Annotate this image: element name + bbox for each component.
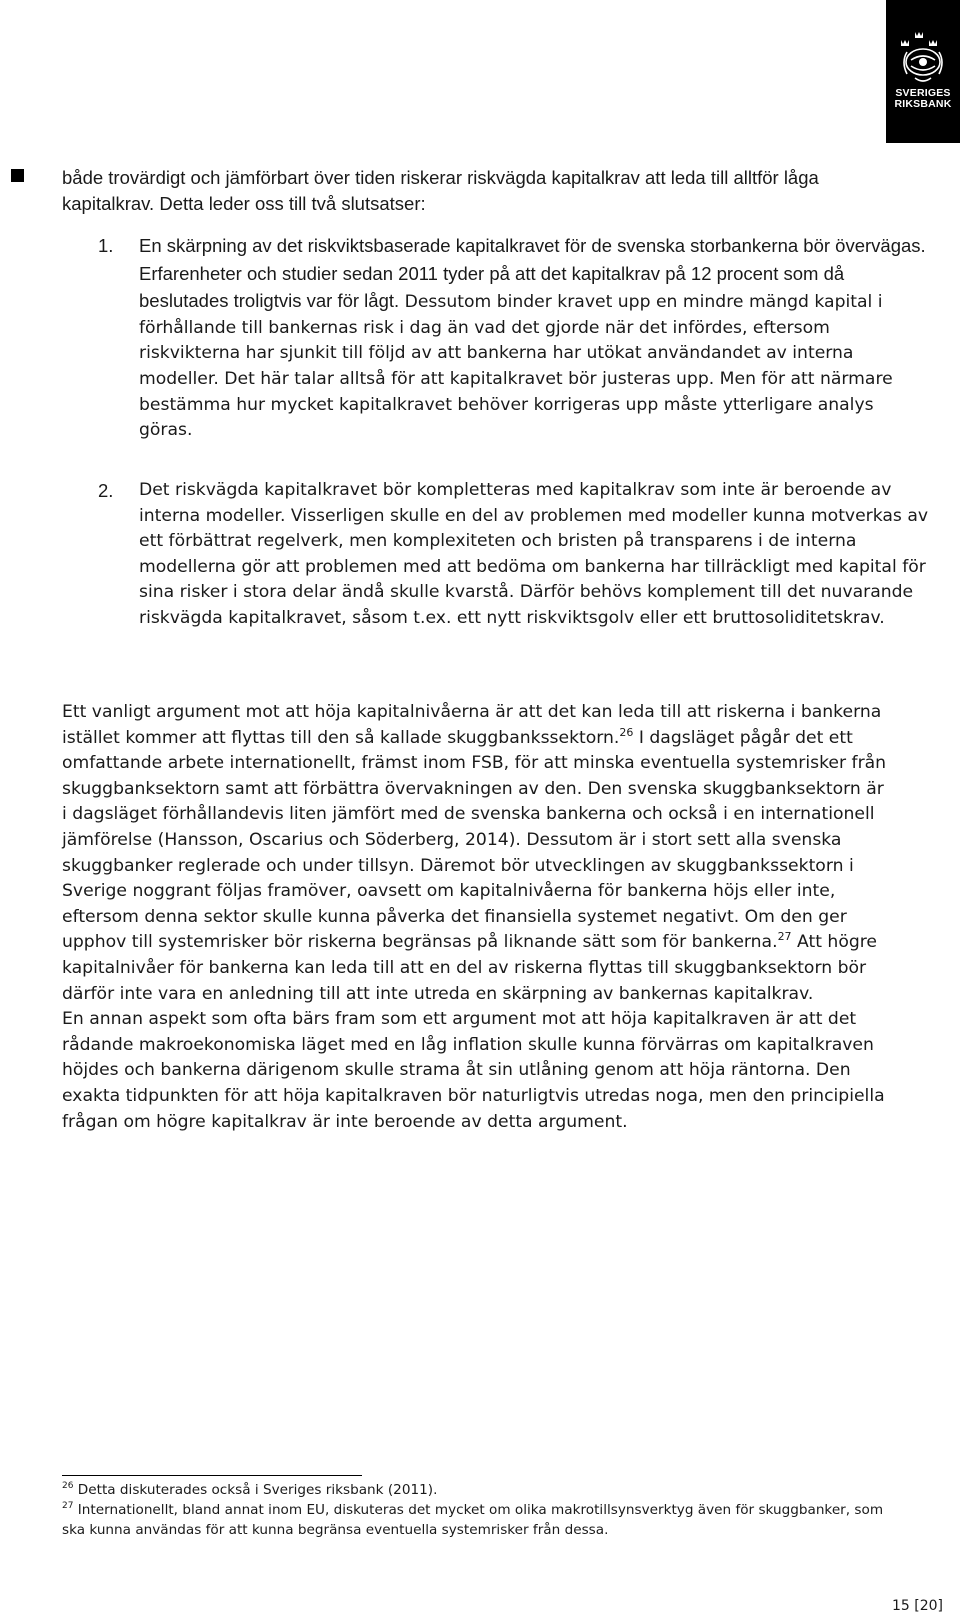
list-text-lead: En skärpning av det riskviktsbaserade kapitalkravet för de svenska storbankerna bör övervägas. Erfarenheter och studier sedan 2011 tyder på att det kapitalkrav på 12 procent som då beslutades troligtvis var för lågt. — [139, 235, 926, 312]
logo-text-line2: RIKSBANK — [894, 98, 952, 110]
section-marker — [11, 169, 24, 182]
footnote-divider — [62, 1475, 362, 1476]
footnote-ref[interactable]: 27 — [777, 930, 792, 944]
intro-paragraph: både trovärdigt och jämförbart över tiden riskerar riskvägda kapitalkrav att leda till alltför låga kapitalkrav. Detta leder oss till två slutsatser: — [62, 167, 819, 214]
paragraph-text: Att högre kapitalnivåer för bankerna kan leda till att en del av riskerna flyttas till skuggbanksektorn bör därför inte vara en anledning till att inte utreda en skärpning av bankernas kapitalkrav. — [62, 932, 878, 1004]
list-text-rest: Dessutom binder kravet upp en mindre mängd kapital i förhållande till bankernas risk i dag än vad det gjorde när det infördes, eftersom riskvikterna har sjunkit till följd av att bankerna har utökat användandet av interna modeller. Det här talar alltså för att kapitalkravet bör justeras upp. Men för att närmare bestämma hur mycket kapitalkravet behöver korrigeras upp måste ytterligare analys göras. — [139, 292, 893, 441]
footnotes — [62, 1480, 892, 1540]
crown-emblem-icon — [897, 30, 949, 88]
list-text: Det riskvägda kapitalkravet bör kompletteras med kapitalkrav som inte är beroende av interna modeller. Visserligen skulle en del av problemen med modeller kunna motverkas av ett förbättrat regelverk, men komplexiteten och bristen på transparens i de interna modellerna gör att problemen med att bedöma om bankerna har tillräckligt med kapital för sina risker i stora delar ändå skulle kvarstå. Därför behövs komplement till det nuvarande riskvägda kapitalkravet, såsom t.ex. ett nytt riskviktsgolv eller ett bruttosoliditetskrav. — [139, 480, 929, 628]
footnote-text: Detta diskuterades också i Sveriges riksbank (2011). — [77, 1482, 438, 1498]
footnote — [62, 1480, 892, 1500]
footnote-number: 27 — [62, 1501, 74, 1512]
paragraph-text: I dagsläget pågår det ett omfattande arbete internationellt, främst inom FSB, för att minska eventuella systemrisker från skuggbanksektorn samt att förbättra övervakningen av den. Den svenska skuggbanksektorn är i dagsläget förhållandevis liten jämfört med de svenska bankerna och också i en internationell jämförelse (Hansson, Oscarius och Söderberg, 2014). Dessutom är i stort sett alla svenska skuggbanker reglerade och under tillsyn. Däremot bör utvecklingen av skuggbankssektorn i Sverige noggrant följas framöver, oavsett om kapitalnivåerna för bankerna höjs eller inte, eftersom denna sektor skulle kunna påverka det finansiella systemet negativt. Om den ger upphov till systemrisker bör riskerna begränsas på liknande sätt som för bankerna. — [62, 727, 887, 953]
footnote-text: Internationellt, bland annat inom EU, diskuteras det mycket om olika makrotillsynsverktyg även för skuggbanker, som ska kunna användas för att kunna begränsa eventuella systemrisker från dessa. — [62, 1502, 884, 1538]
list-text — [139, 233, 929, 444]
footnote-number: 26 — [62, 1481, 74, 1492]
paragraph-macro: En annan aspekt som ofta bärs fram som ett argument mot att höja kapitalkraven är att det rådande makroekonomiska läget med en låg inflation skulle kunna förvärras om kapitalkraven höjdes och bankerna därigenom skulle strama åt sin utlåning genom att höja räntorna. Den exakta tidpunkten för att höja kapitalkraven bör naturligtvis utredas noga, men den principiella frågan om högre kapitalkrav är inte beroende av detta argument. — [62, 1009, 885, 1132]
footnote — [62, 1500, 892, 1540]
footnote-ref[interactable]: 26 — [619, 725, 634, 739]
page-number: 15 [20] — [891, 1598, 943, 1614]
logo-text-line1: SVERIGES — [895, 87, 951, 99]
list-number: 2. — [98, 480, 114, 501]
paragraph-text: Ett vanligt argument mot att höja kapitalnivåerna är att det kan leda till att riskerna i bankerna istället kommer att flyttas till den så kallade skuggbankssektorn. — [62, 702, 882, 748]
paragraph-shadow-banking — [62, 700, 892, 1007]
list-number: 1. — [98, 235, 114, 256]
riksbank-logo — [886, 0, 960, 143]
body-text — [62, 700, 892, 1135]
